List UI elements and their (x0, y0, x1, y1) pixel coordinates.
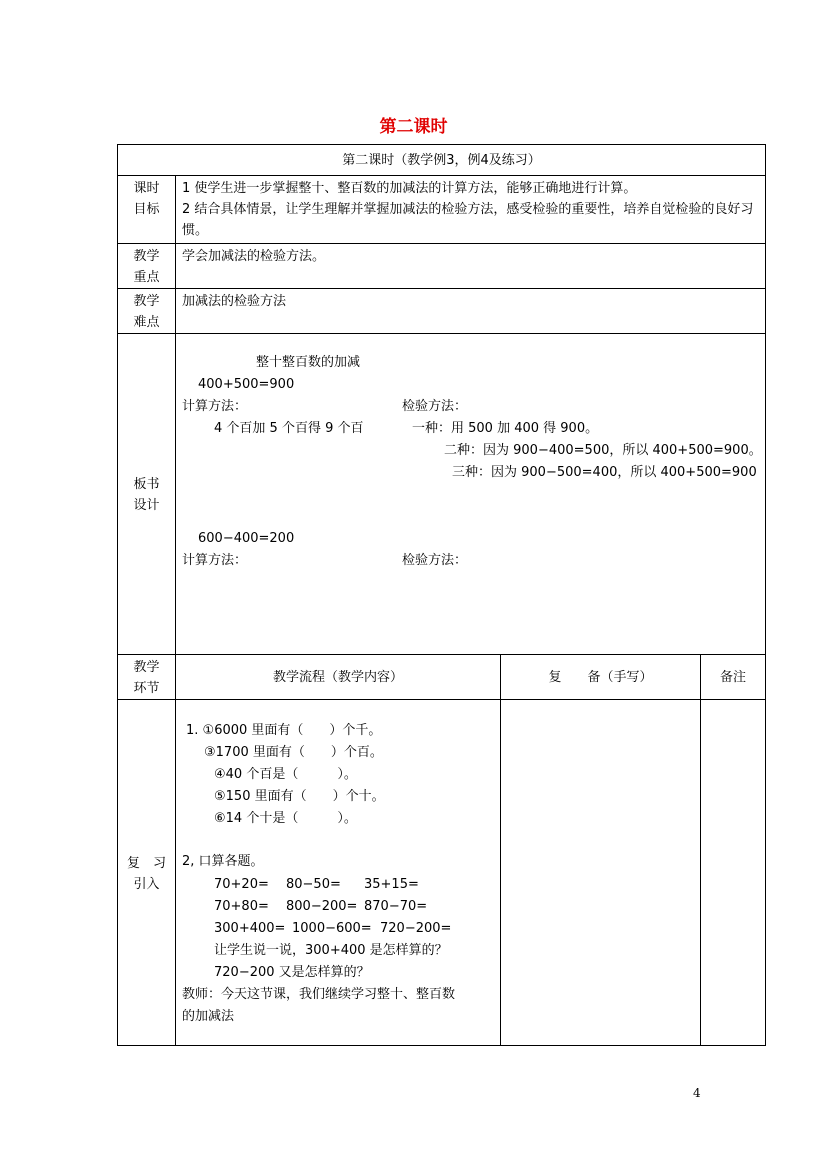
question-5: ⑤150 里面有（ ）个十。 (214, 789, 385, 804)
board-check-2: 二种：因为 900−400=500，所以 400+500=900。 (444, 443, 762, 458)
goal-line-1: 1 使学生进一步掌握整十、整百数的加减法的计算方法，能够正确地进行计算。 (182, 181, 637, 196)
key-points-label: 教学 重点 (118, 244, 176, 289)
prep-header: 复 备（手写） (501, 655, 701, 700)
oral-item: 80−50= (286, 877, 341, 892)
difficulties-label: 教学 难点 (118, 289, 176, 334)
key-points-text: 学会加减法的检验方法。 (176, 244, 766, 289)
board-label: 板书 设计 (118, 334, 176, 655)
page-number: 4 (693, 1086, 701, 1100)
notes-cell[interactable] (701, 700, 766, 1046)
ask-1: 让学生说一说，300+400 是怎样算的？ (214, 943, 448, 958)
goals-label: 课时 目标 (118, 176, 176, 244)
question-3: ③1700 里面有（ ）个百。 (204, 745, 383, 760)
notes-header: 备注 (701, 655, 766, 700)
oral-item: 35+15= (364, 877, 419, 892)
board-calc-method: 计算方法： (182, 399, 248, 414)
question-1: 1. ①6000 里面有（ ）个千。 (186, 723, 382, 738)
board-calc-text: 4 个百加 5 个百得 9 个百 (214, 421, 364, 436)
oral-question: 2, 口算各题。 (182, 854, 264, 869)
oral-item: 1000−600= (292, 921, 372, 936)
lesson-plan-table (117, 144, 766, 1046)
board-check-1: 一种：用 500 加 400 得 900。 (412, 421, 599, 436)
goal-line-2: 2 结合具体情景，让学生理解并掌握加减法的检验方法，感受检验的重要性，培养自觉检验的良好习惯。 (182, 202, 754, 238)
board-equation-2: 600−400=200 (198, 531, 295, 546)
ask-2: 720−200 又是怎样算的？ (214, 965, 370, 980)
difficulties-text: 加减法的检验方法 (176, 289, 766, 334)
oral-item: 870−70= (364, 899, 428, 914)
oral-item: 720−200= (380, 921, 452, 936)
oral-item: 800−200= (286, 899, 358, 914)
oral-item: 70+20= (214, 877, 269, 892)
board-design (176, 334, 766, 655)
board-equation-1: 400+500=900 (198, 377, 295, 392)
board-check-3: 三种：因为 900−500=400，所以 400+500=900 (452, 465, 757, 480)
prep-cell[interactable] (501, 700, 701, 1046)
review-label: 复 习 引入 (118, 700, 176, 1046)
teacher-line-1: 教师：今天这节课，我们继续学习整十、整百数 (182, 987, 456, 1002)
question-4: ④40 个百是（ ）。 (214, 767, 357, 782)
oral-item: 300+400= (214, 921, 286, 936)
review-content (176, 700, 501, 1046)
stage-header: 教学 环节 (118, 655, 176, 700)
board-calc-method-2: 计算方法： (182, 553, 248, 568)
oral-item: 70+80= (214, 899, 269, 914)
teacher-line-2: 的加减法 (182, 1009, 235, 1024)
content-header: 教学流程（教学内容） (176, 655, 501, 700)
lesson-header: 第二课时（教学例3，例4及练习） (118, 145, 766, 176)
board-heading: 整十整百数的加减 (256, 355, 361, 370)
page-title: 第二课时 (379, 117, 448, 137)
board-check-method-2: 检验方法： (402, 553, 468, 568)
board-check-method: 检验方法： (402, 399, 468, 414)
goals-content (176, 176, 766, 244)
question-6: ⑥14 个十是（ ）。 (214, 811, 357, 826)
